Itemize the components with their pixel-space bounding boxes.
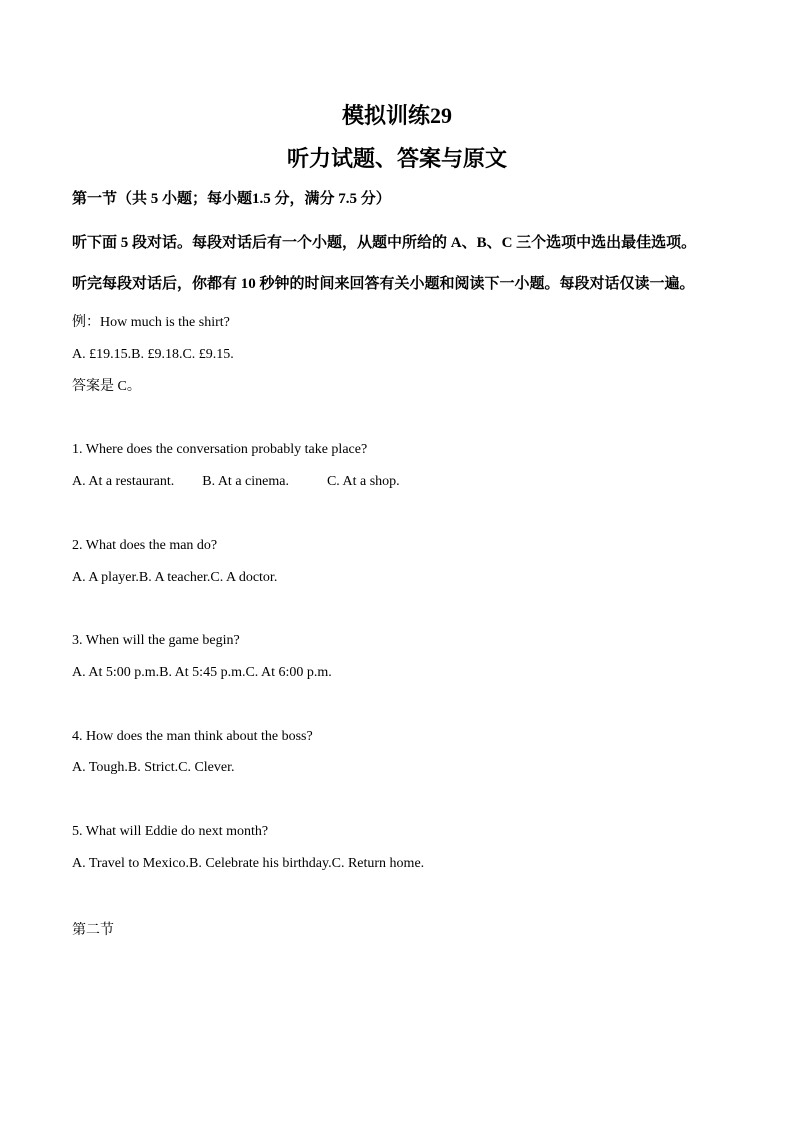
question-1-option-a: A. At a restaurant. (72, 474, 175, 489)
question-1-option-c: C. At a shop. (326, 474, 400, 489)
question-4: 4. How does the man think about the boss? (72, 729, 313, 744)
section1-heading: 第一节（共 5 小题；每小题1.5 分，满分 7.5 分） (72, 191, 391, 207)
question-1-option-b: B. At a cinema. (202, 474, 289, 489)
question-5-options: A. Travel to Mexico.B. Celebrate his birthday.C. Return home. (72, 856, 425, 871)
document-subtitle: 听力试题、答案与原文 (286, 146, 507, 171)
section1-instruction-2: 听完每段对话后，你都有 10 秒钟的时间来回答有关小题和阅读下一小题。每段对话仅读一遍。 (72, 276, 695, 292)
section1-instruction-1: 听下面 5 段对话。每段对话后有一个小题，从题中所给的 A、B、C 三个选项中选出最佳选项。 (72, 235, 697, 251)
question-3: 3. When will the game begin? (72, 633, 240, 648)
question-2: 2. What does the man do? (72, 538, 218, 553)
example-answer: 答案是 C。 (72, 379, 141, 394)
example-options: A. £19.15.B. £9.18.C. £9.15. (72, 347, 234, 362)
example-question: 例：How much is the shirt? (72, 315, 230, 330)
question-1: 1. Where does the conversation probably take place? (72, 442, 368, 457)
question-1-options (72, 472, 400, 492)
question-2-options: A. A player.B. A teacher.C. A doctor. (72, 570, 278, 585)
question-5: 5. What will Eddie do next month? (72, 824, 269, 839)
section2-heading: 第二节 (72, 923, 114, 938)
question-4-options: A. Tough.B. Strict.C. Clever. (72, 760, 235, 775)
question-3-options: A. At 5:00 p.m.B. At 5:45 p.m.C. At 6:00 p.m. (72, 665, 332, 680)
document-title: 模拟训练29 (341, 103, 452, 128)
